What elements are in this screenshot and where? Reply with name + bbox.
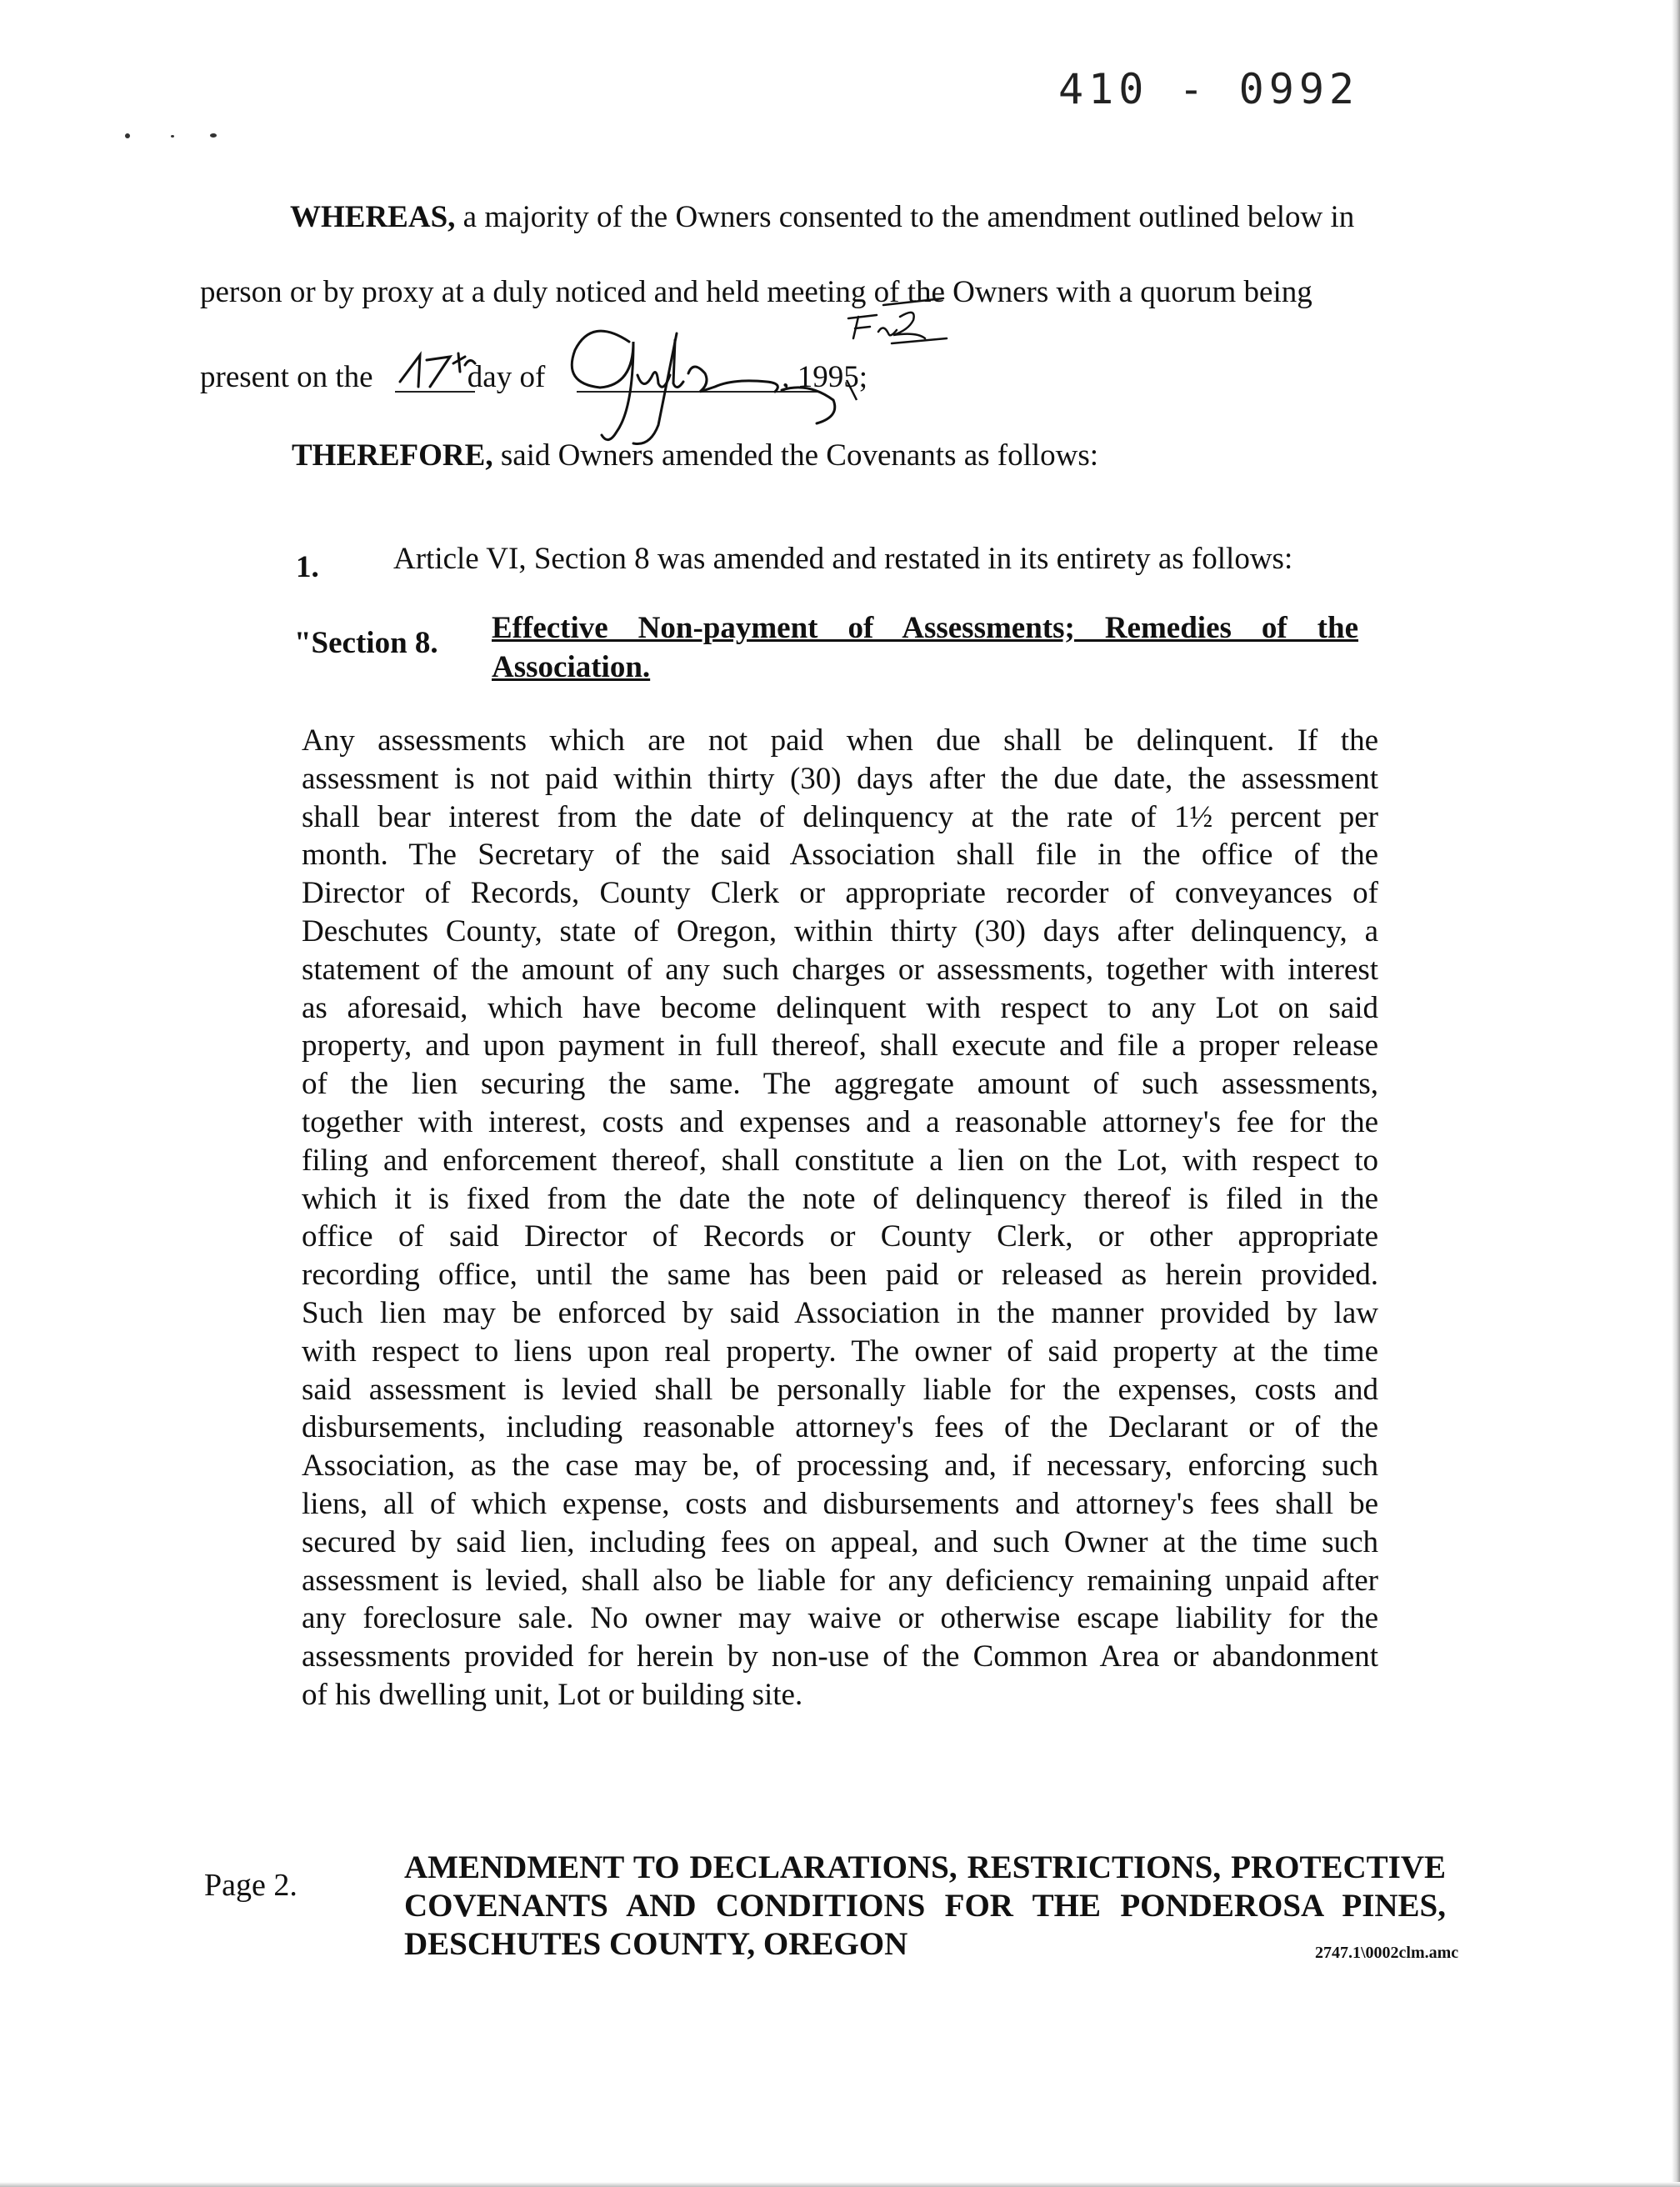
body-line: shall bear interest from the date of delinquency at the rate of 1½ percent per [302, 799, 1378, 834]
body-line: Director of Records, County Clerk or appropriate recorder of conveyances of [302, 876, 1378, 911]
body-line: which it is fixed from the date the note of delinquency thereof is filed in the [302, 1181, 1378, 1216]
footer-title-line: AMENDMENT TO DECLARATIONS, RESTRICTIONS, PROTECTIVE [404, 1849, 1446, 1885]
item-1-number: 1. [296, 550, 319, 584]
body-line: statement of the amount of any such charges or assessments, together with interest [302, 952, 1378, 987]
body-line: assessments provided for herein by non-use of the Common Area or abandonment [302, 1639, 1378, 1674]
section-8-title-line-1: Effective Non-payment of Assessments; Remedies of the [492, 611, 1358, 645]
body-line: as aforesaid, which have become delinquent with respect to any Lot on said [302, 990, 1378, 1025]
therefore-keyword: THEREFORE, [292, 438, 493, 473]
whereas-line-3-day: day of [467, 360, 546, 394]
scan-edge-right [1672, 0, 1680, 2187]
section-8-title [492, 608, 1358, 687]
page-number-label: Page 2. [204, 1868, 298, 1903]
whereas-line-2: person or by proxy at a duly noticed and held meeting of the Owners with a quorum being [200, 275, 1312, 309]
handwritten-month-july [572, 331, 835, 443]
body-line: property, and upon payment in full thereof, shall execute and file a proper release [302, 1028, 1378, 1063]
body-line: filing and enforcement thereof, shall constitute a lien on the Lot, with respect to [302, 1143, 1378, 1178]
whereas-line-1 [290, 202, 1354, 233]
therefore-line [292, 440, 1098, 471]
handwritten-day-17th [400, 353, 475, 387]
body-line: Any assessments which are not paid when due shall be delinquent. If the [302, 723, 1378, 758]
recording-stamp-number: 410 - 0992 [1058, 65, 1360, 113]
strike-mark [847, 380, 857, 400]
body-line: disbursements, including reasonable attorney's fees of the Declarant or of the [302, 1410, 1378, 1445]
body-line: Association, as the case may be, of processing and, if necessary, enforcing such [302, 1449, 1378, 1484]
body-line: of the lien securing the same. The aggregate amount of such assessments, [302, 1067, 1378, 1102]
item-1-text: Article VI, Section 8 was amended and restated in its entirety as follows: [393, 542, 1293, 576]
body-line: assessment is not paid within thirty (30) days after the due date, the assessment [302, 761, 1378, 796]
body-line: together with interest, costs and expenses and a reasonable attorney's fee for the [302, 1104, 1378, 1139]
scan-speck [125, 133, 130, 138]
handwritten-date-fill [383, 283, 967, 450]
whereas-line-3-prefix: present on the [200, 360, 381, 394]
scan-speck [210, 133, 217, 138]
body-line: office of said Director of Records or County Clerk, or other appropriate [302, 1219, 1378, 1254]
scan-speck [171, 135, 174, 138]
document-file-code: 2747.1\0002clm.amc [1315, 1944, 1459, 1962]
body-line: said assessment is levied shall be personally liable for the expenses, costs and [302, 1372, 1378, 1407]
footer-title-line: DESCHUTES COUNTY, OREGON [404, 1926, 908, 1962]
body-line: liens, all of which expense, costs and disbursements and attorney's fees shall be [302, 1486, 1378, 1521]
document-footer-title [404, 1849, 1446, 1964]
therefore-text: said Owners amended the Covenants as follows: [492, 438, 1099, 473]
body-line: month. The Secretary of the said Association shall file in the office of the [302, 838, 1378, 873]
body-line: any foreclosure sale. No owner may waive or otherwise escape liability for the [302, 1601, 1378, 1636]
whereas-line-1-text: a majority of the Owners consented to the amendment outlined below in [455, 200, 1355, 234]
section-8-body-paragraph [302, 722, 1378, 1714]
body-line: secured by said lien, including fees on appeal, and such Owner at the time such [302, 1524, 1378, 1559]
body-line: recording office, until the same has been paid or released as herein provided. [302, 1258, 1378, 1293]
body-line: with respect to liens upon real property. The owner of said property at the time [302, 1334, 1378, 1369]
body-line: Such lien may be enforced by said Association in the manner provided by law [302, 1295, 1378, 1330]
handwritten-initials [848, 298, 947, 343]
body-line: of his dwelling unit, Lot or building site. [302, 1677, 803, 1712]
scan-edge-bottom [0, 2182, 1680, 2187]
section-8-title-line-2: Association. [492, 650, 651, 684]
section-8-label: "Section 8. [294, 626, 438, 660]
whereas-keyword: WHEREAS, [290, 200, 456, 234]
footer-title-line: COVENANTS AND CONDITIONS FOR THE PONDEROSA PINES, [404, 1888, 1446, 1924]
body-line: assessment is levied, shall also be liable for any deficiency remaining unpaid after [302, 1563, 1378, 1598]
whereas-line-3-year: , 1995; [782, 360, 868, 394]
body-line: Deschutes County, state of Oregon, within thirty (30) days after delinquency, a [302, 913, 1378, 948]
